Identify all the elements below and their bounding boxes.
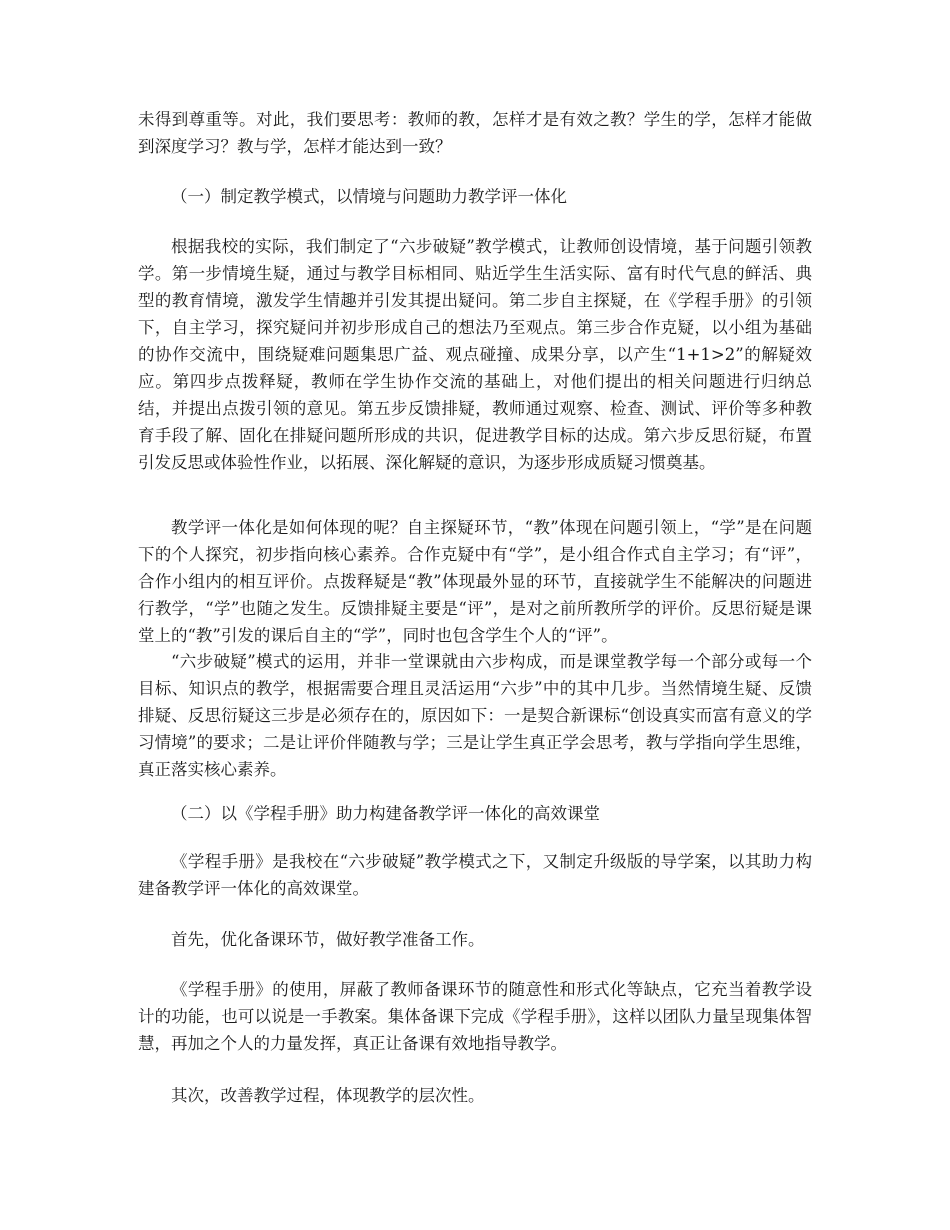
paragraph-six-steps: 根据我校的实际，我们制定了“六步破疑”教学模式，让教师创设情境，基于问题引领教学。第一步情境生疑，通过与教学目标相同、贴近学生生活实际、富有时代气息的鲜活、典型的教育情境，激发学生情趣并引发其提出疑问。第二步自主探疑，在《学程手册》的引领下，自主学习，探究疑问并初步形成自己的想法乃至观点。第三步合作克疑，以小组为基础的协作交流中，围绕疑难问题集思广益、观点碰撞、成果分享，以产生“1+1>2”的解疑效应。第四步点拨释疑，教师在学生协作交流的基础上，对他们提出的相关问题进行归纳总结，并提出点拨引领的意见。第五步反馈排疑，教师通过观察、检查、测试、评价等多种教育手段了解、固化在排疑问题所形成的共识，促进教学目标的达成。第六步反思衍疑，布置引发反思或体验性作业，以拓展、深化解疑的意识，为逐步形成质疑习惯奠基。	[138, 237, 812, 472]
paragraph-second: 其次，改善教学过程，体现教学的层次性。	[171, 1086, 485, 1105]
paragraph-handbook-intro: 《学程手册》是我校在“六步破疑”教学模式之下，又制定升级版的导学案，以其助力构建备教学评一体化的高效课堂。	[138, 852, 812, 898]
paragraph-handbook-use: 《学程手册》的使用，屏蔽了教师备课环节的随意性和形式化等缺点，它充当着教学设计的功能，也可以说是一手教案。集体备课下完成《学程手册》，这样以团队力量呈现集体智慧，再加之个人的力量发挥，真正让备课有效地指导教学。	[138, 980, 812, 1053]
paragraph-continuation: 未得到尊重等。对此，我们要思考：教师的教，怎样才是有效之教？学生的学，怎样才能做到深度学习？教与学，怎样才能达到一致？	[138, 110, 812, 156]
paragraph-application: “六步破疑”模式的运用，并非一堂课就由六步构成，而是课堂教学每一个部分或每一个目标、知识点的教学，根据需要合理且灵活运用“六步”中的其中几步。当然情境生疑、反馈排疑、反思衍疑这三步是必须存在的，原因如下：一是契合新课标“创设真实而富有意义的学习情境”的要求；二是让评价伴随教与学；三是让学生真正学会思考，教与学指向学生思维，真正落实核心素养。	[138, 652, 812, 779]
section-heading-1: （一）制定教学模式，以情境与问题助力教学评一体化	[171, 187, 567, 206]
section-heading-2: （二）以《学程手册》助力构建备教学评一体化的高效课堂	[171, 804, 600, 823]
paragraph-first: 首先，优化备课环节，做好教学准备工作。	[171, 930, 485, 949]
paragraph-integration: 教学评一体化是如何体现的呢？自主探疑环节，“教”体现在问题引领上，“学”是在问题下的个人探究，初步指向核心素养。合作克疑中有“学”，是小组合作式自主学习；有“评”，合作小组内的相互评价。点拨释疑是“教”体现最外显的环节，直接就学生不能解决的问题进行教学，“学”也随之发生。反馈排疑主要是“评”，是对之前所教所学的评价。反思衍疑是课堂上的“教”引发的课后自主的“学”，同时也包含学生个人的“评”。	[138, 518, 812, 645]
